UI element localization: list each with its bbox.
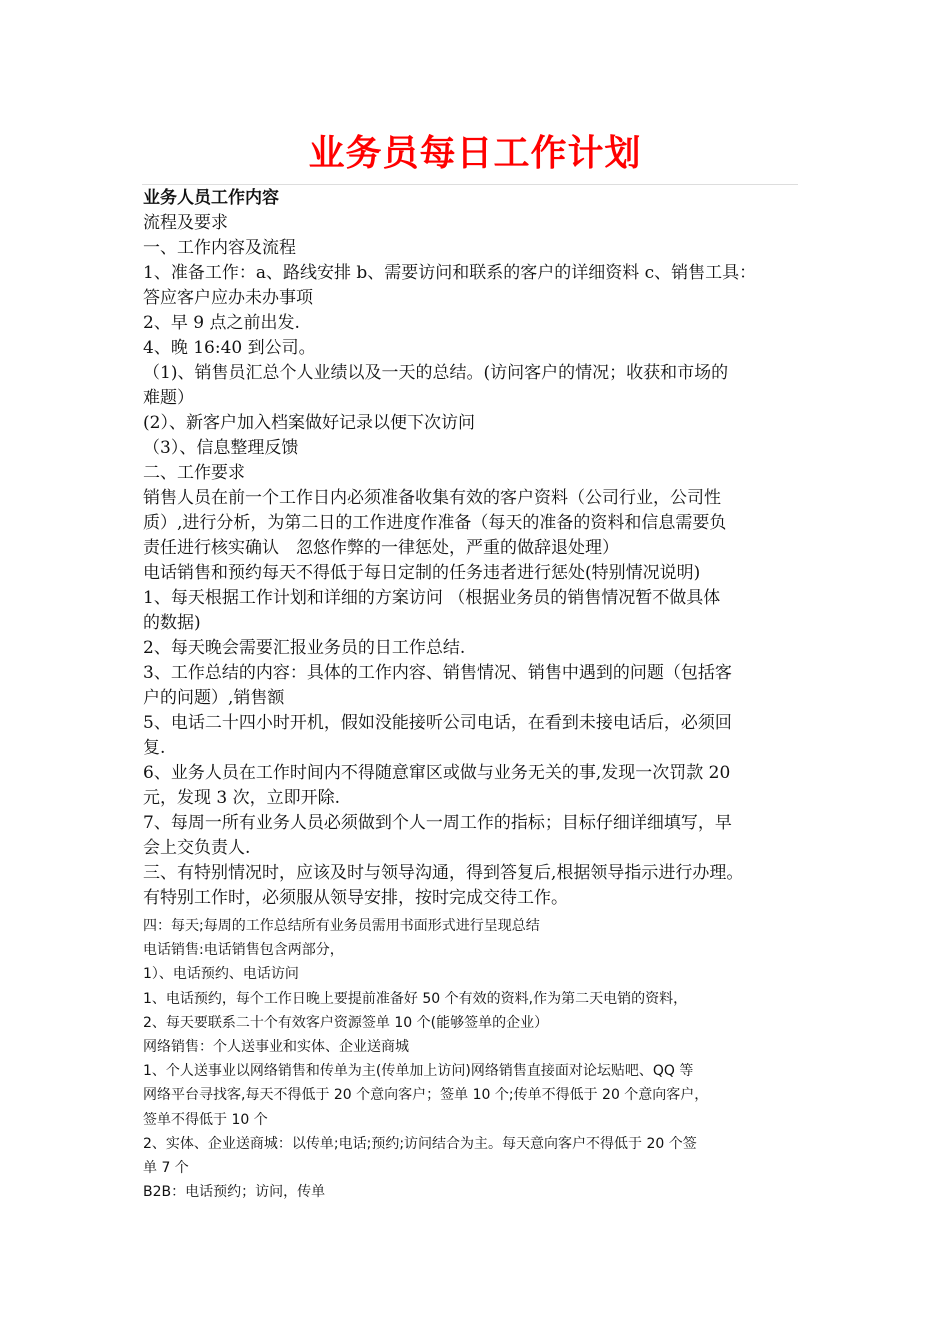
body-line: 元，发现 3 次，立即开除. — [143, 788, 341, 808]
body-line: （1)、销售员汇总个人业绩以及一天的总结。(访问客户的情况；收获和市场的 — [143, 363, 729, 383]
body-line: 难题） — [143, 388, 194, 408]
body-line: 6、业务人员在工作时间内不得随意窜区或做与业务无关的事,发现一次罚款 20 — [143, 763, 731, 783]
body-line: (2）、新客户加入档案做好记录以便下次访问 — [143, 413, 475, 433]
body-line: 流程及要求 — [143, 213, 228, 233]
document-title: 业务员每日工作计划 — [308, 132, 642, 174]
body-line: 质）,进行分析，为第二日的工作进度作准备（每天的准备的资料和信息需要负 — [143, 513, 727, 533]
body-line: 答应客户应办未办事项 — [143, 288, 313, 308]
body-line: 的数据) — [143, 613, 201, 633]
body-line: 销售人员在前一个工作日内必须准备收集有效的客户资料（公司行业，公司性 — [143, 488, 721, 508]
body-line: 3、工作总结的内容：具体的工作内容、销售情况、销售中遇到的问题（包括客 — [143, 663, 732, 683]
body-line: 户的问题）,销售额 — [143, 688, 285, 708]
body-line: 业务人员工作内容 — [143, 188, 279, 208]
body-line: 1、电话预约，每个工作日晚上要提前准备好 50 个有效的资料,作为第二天电销的资料， — [143, 990, 688, 1007]
body-line: 网络销售：个人送事业和实体、企业送商城 — [143, 1038, 409, 1055]
body-line: 2、实体、企业送商城：以传单;电话;预约;访问结合为主。每天意向客户不得低于 20 个签 — [143, 1135, 697, 1152]
body-line: 单 7 个 — [143, 1159, 189, 1176]
body-line: B2B：电话预约；访问，传单 — [143, 1184, 326, 1201]
body-line: 网络平台寻找客,每天不得低于 20 个意向客户；签单 10 个;传单不得低于 20 个意向客户， — [143, 1087, 709, 1104]
body-line: 复. — [143, 738, 166, 758]
body-line: 1）、电话预约、电话访问 — [143, 966, 299, 983]
document-body — [143, 186, 811, 1204]
body-line: 一、工作内容及流程 — [143, 238, 296, 258]
body-line: 2、早 9 点之前出发. — [143, 313, 300, 333]
title-divider — [142, 184, 798, 185]
body-line: 2、每天要联系二十个有效客户资源签单 10 个(能够签单的企业） — [143, 1014, 549, 1031]
body-line: 2、每天晚会需要汇报业务员的日工作总结. — [143, 638, 466, 658]
body-line: 三、有特别情况时，应该及时与领导沟通，得到答复后,根据领导指示进行办理。 — [143, 863, 744, 883]
body-line: 5、电话二十四小时开机，假如没能接听公司电话，在看到未接电话后，必须回 — [143, 713, 732, 733]
body-line: 电话销售和预约每天不得低于每日定制的任务违者进行惩处(特别情况说明) — [143, 563, 701, 583]
body-line: 四：每天;每周的工作总结所有业务员需用书面形式进行呈现总结 — [143, 918, 540, 934]
body-line: 二、工作要求 — [143, 463, 245, 483]
body-line: 签单不得低于 10 个 — [143, 1111, 268, 1128]
body-line: 1、准备工作：a、路线安排 b、需要访问和联系的客户的详细资料 c、销售工具： — [143, 263, 757, 283]
body-line: 责任进行核实确认 忽悠作弊的一律惩处，严重的做辞退处理） — [143, 538, 619, 558]
body-line: 1、个人送事业以网络销售和传单为主(传单加上访问)网络销售直接面对论坛贴吧、QQ 等 — [143, 1063, 694, 1080]
body-line: （3）、信息整理反馈 — [143, 438, 299, 458]
body-line: 1、每天根据工作计划和详细的方案访问 （根据业务员的销售情况暂不做具体 — [143, 588, 721, 608]
body-line: 有特别工作时，必须服从领导安排，按时完成交待工作。 — [143, 888, 568, 908]
body-line: 电话销售:电话销售包含两部分， — [143, 942, 344, 959]
body-line: 会上交负责人. — [143, 838, 251, 858]
body-line: 7、每周一所有业务人员必须做到个人一周工作的指标；目标仔细详细填写，早 — [143, 813, 732, 833]
body-line: 4、晚 16:40 到公司。 — [143, 338, 316, 358]
